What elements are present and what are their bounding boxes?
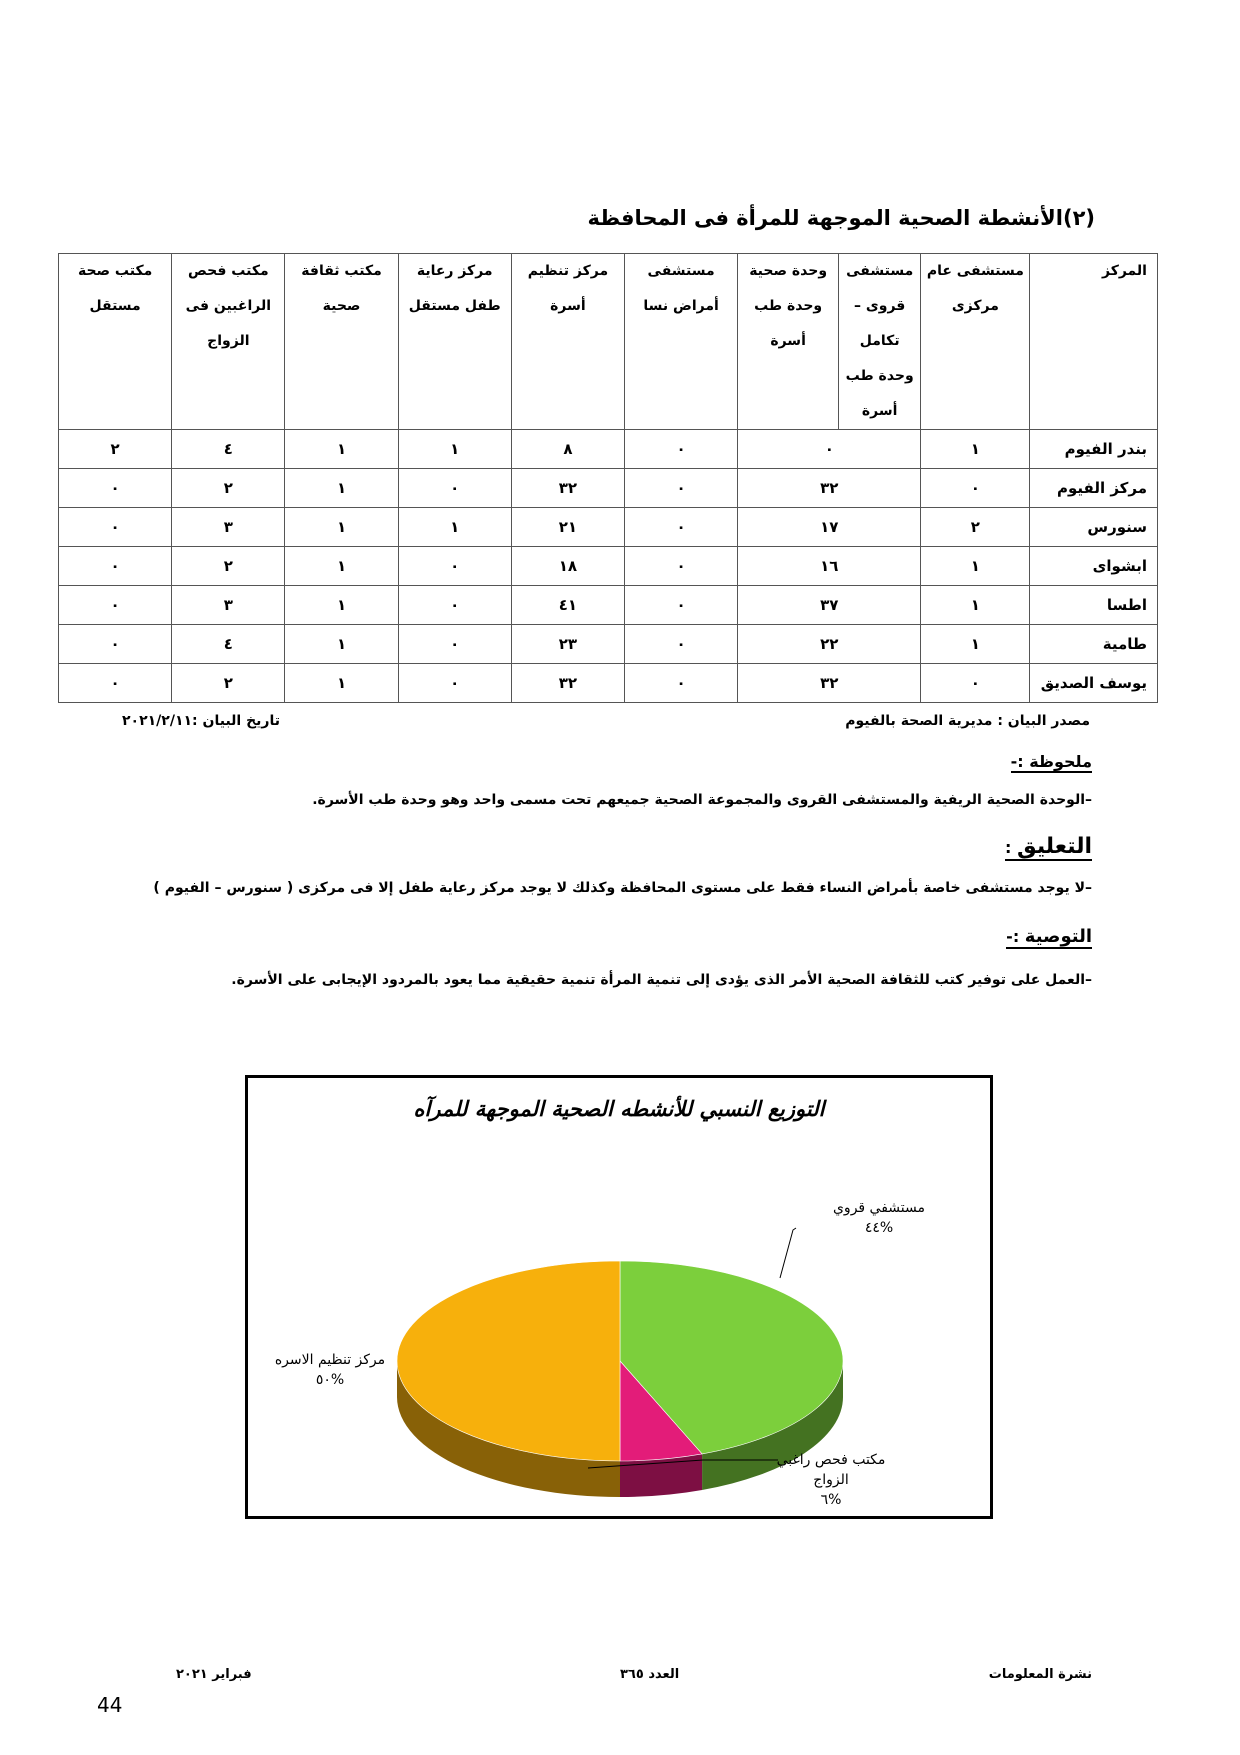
recommendation-heading-sep: :- [1006, 927, 1025, 946]
header-cell: مكتب صحة مستقل [59, 254, 172, 430]
cell: ٣ [172, 586, 285, 625]
section-title: (٢)الأنشطة الصحية الموجهة للمرأة فى المحافظة [587, 206, 1095, 230]
recommendation-text: –العمل على توفير كتب للثقافة الصحية الأمر الذى يؤدى إلى تنمية المرأة تنمية حقيقية مما يعود بالمردود الإيجابى على الأسرة. [231, 972, 1092, 988]
table-row [59, 625, 1158, 664]
leader-line [780, 1228, 796, 1278]
table-row [59, 547, 1158, 586]
row-name-cell: يوسف الصديق [1030, 664, 1158, 703]
cell: ١ [285, 430, 398, 469]
row-name-cell: اطسا [1030, 586, 1158, 625]
comment-heading [1005, 834, 1092, 861]
slice-label-marriage-name: مكتب فحص راغبي الزواج [776, 1452, 886, 1488]
recommendation-heading-text: التوصية [1024, 926, 1092, 947]
cell: ١ [285, 469, 398, 508]
cell: ٠ [398, 664, 511, 703]
cell: ٤ [172, 430, 285, 469]
slice-label-rural [824, 1198, 934, 1238]
header-cell: المركز [1030, 254, 1158, 430]
chart-title: التوزيع النسبي للأنشطه الصحية الموجهة للمرآه [413, 1096, 825, 1121]
table-row [59, 508, 1158, 547]
table-row [59, 469, 1158, 508]
cell: ٠ [398, 586, 511, 625]
slice-label-marriage-value: %٦ [820, 1492, 842, 1508]
cell: ٤١ [511, 586, 624, 625]
cell: ٣٢ [511, 664, 624, 703]
cell: ٢ [172, 664, 285, 703]
slice-label-marriage [776, 1450, 886, 1510]
cell: ٢ [921, 508, 1030, 547]
header-cell: مكتب فحص الراغبين فى الزواج [172, 254, 285, 430]
cell: ٢٢ [738, 625, 921, 664]
cell: ٠ [398, 547, 511, 586]
header-cell: مستشفى قروى – تكامل وحدة طب أسرة [839, 254, 921, 430]
comment-heading-text: التعليق [1017, 834, 1092, 859]
note-text: –الوحدة الصحية الريفية والمستشفى القروى والمجموعة الصحية جميعهم تحت مسمى واحد وهو وحدة طب الأسرة. [312, 792, 1092, 808]
cell: ١ [921, 547, 1030, 586]
cell: ١ [285, 625, 398, 664]
data-source: مصدر البيان : مديرية الصحة بالفيوم [845, 713, 1090, 729]
cell: ٠ [625, 430, 738, 469]
cell: ٢ [59, 430, 172, 469]
header-cell: مستشفى أمراض نسا [625, 254, 738, 430]
slice-label-rural-name: مستشفي قروي [832, 1200, 926, 1216]
cell: ٣٢ [738, 469, 921, 508]
table-row [59, 430, 1158, 469]
slice-label-family-name: مركز تنظيم الاسره [274, 1352, 386, 1368]
cell: ٠ [625, 586, 738, 625]
cell: ٢ [172, 547, 285, 586]
page-number: 44 [97, 1693, 123, 1717]
header-cell: مركز رعاية طفل مستقل [398, 254, 511, 430]
table-header-row [59, 254, 1158, 430]
cell: ٢٣ [511, 625, 624, 664]
cell: ٠ [625, 664, 738, 703]
cell: ٢ [172, 469, 285, 508]
row-name-cell: مركز الفيوم [1030, 469, 1158, 508]
comment-heading-sep: : [1005, 838, 1017, 857]
header-cell: مركز تنظيم أسرة [511, 254, 624, 430]
cell: ١ [285, 508, 398, 547]
cell: ١ [285, 664, 398, 703]
cell: ٣٢ [511, 469, 624, 508]
cell: ٠ [921, 469, 1030, 508]
cell: ٠ [398, 625, 511, 664]
cell: ٠ [625, 625, 738, 664]
footer-issue: العدد ٣٦٥ [620, 1667, 680, 1682]
note-heading-text: ملحوظة [1029, 752, 1092, 771]
cell: ٢١ [511, 508, 624, 547]
slice-label-rural-value: %٤٤ [864, 1220, 894, 1236]
cell: ٠ [59, 547, 172, 586]
cell: ٠ [625, 547, 738, 586]
activities-table [58, 253, 1158, 703]
cell: ١ [921, 586, 1030, 625]
cell: ١ [285, 547, 398, 586]
cell: ١ [398, 508, 511, 547]
cell: ٣٢ [738, 664, 921, 703]
table-row [59, 586, 1158, 625]
cell: ٠ [59, 664, 172, 703]
data-date: تاريخ البيان :٢٠٢١/٢/١١ [122, 713, 281, 729]
cell: ١٨ [511, 547, 624, 586]
cell: ٣٧ [738, 586, 921, 625]
cell: ١٦ [738, 547, 921, 586]
table-row [59, 664, 1158, 703]
cell: ١ [285, 586, 398, 625]
cell: ١ [921, 430, 1030, 469]
header-cell: وحدة صحية وحدة طب أسرة [738, 254, 839, 430]
row-name-cell: طامية [1030, 625, 1158, 664]
row-name-cell: سنورس [1030, 508, 1158, 547]
cell: ٠ [738, 430, 921, 469]
header-cell: مكتب ثقافة صحية [285, 254, 398, 430]
header-cell: مستشفى عام مركزى [921, 254, 1030, 430]
cell: ٣ [172, 508, 285, 547]
cell: ٠ [59, 625, 172, 664]
cell: ١ [921, 625, 1030, 664]
cell: ٠ [921, 664, 1030, 703]
pie-top [397, 1261, 843, 1461]
cell: ٠ [625, 469, 738, 508]
comment-text: –لا يوجد مستشفى خاصة بأمراض النساء فقط على مستوى المحافظة وكذلك لا يوجد مركز رعاية طفل إلا فى مركزى ( سنورس – الفيوم ) [153, 880, 1092, 896]
recommendation-heading [1006, 926, 1092, 949]
cell: ١ [398, 430, 511, 469]
cell: ٠ [625, 508, 738, 547]
slice-label-family [260, 1350, 400, 1390]
pie-chart-box [245, 1075, 993, 1519]
cell: ١٧ [738, 508, 921, 547]
cell: ٤ [172, 625, 285, 664]
cell: ٨ [511, 430, 624, 469]
row-name-cell: بندر الفيوم [1030, 430, 1158, 469]
cell: ٠ [398, 469, 511, 508]
footer-publication: نشرة المعلومات [988, 1667, 1092, 1682]
cell: ٠ [59, 586, 172, 625]
note-heading [1011, 752, 1092, 773]
note-heading-sep: :- [1010, 752, 1030, 771]
slice-label-family-value: %٥٠ [315, 1372, 345, 1388]
cell: ٠ [59, 508, 172, 547]
cell: ٠ [59, 469, 172, 508]
footer-date: فبراير ٢٠٢١ [176, 1667, 252, 1682]
row-name-cell: ابشواى [1030, 547, 1158, 586]
